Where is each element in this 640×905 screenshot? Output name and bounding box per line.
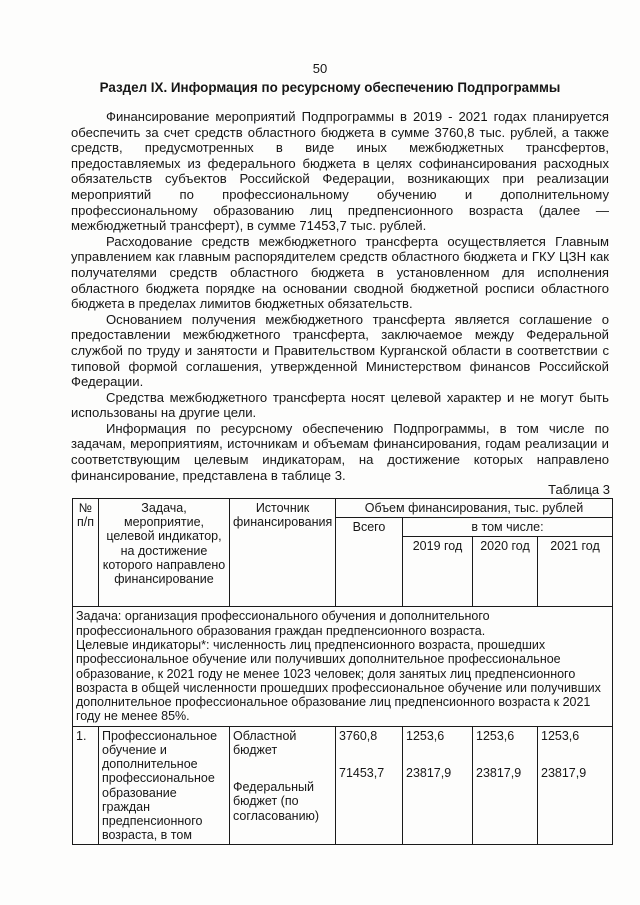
y2020-federal: 23817,9 — [476, 765, 522, 780]
indicators-text: Целевые индикаторы*: численность лиц предпенсионного возраста, прошедших профессиональное обучение или получивших дополнительное профессиональное образование, к 2021 году не менее 1023 человек; доля занятых лиц предпенсионного возраста в общей численности прошедших профессиональное обучение или получивших дополнительное профессиональное образование лиц предпенсионного возраста к 2021 году не менее 85%. — [76, 638, 601, 724]
body-text — [71, 109, 609, 483]
row-2019 — [403, 726, 473, 845]
header-num: № п/п — [73, 499, 99, 607]
row-num: 1. — [73, 726, 99, 845]
header-task: Задача, мероприятие, целевой индикатор, на достижение которого направлено финансирование — [99, 499, 230, 607]
table-row — [73, 726, 613, 845]
paragraph-financing: Финансирование мероприятий Подпрограммы в 2019 - 2021 годах планируется обеспечить за счет средств областного бюджета в сумме 3760,8 тыс. рублей, а также средств, предусмотренных в виде иных межбюджетных трансфертов, предоставляемых из федерального бюджета в целях софинансирования расходных обязательств субъектов Российской Федерации, возникающих при реализации мероприятий по профессиональному обучению и дополнительному профессиональному образованию лиц предпенсионного возраста (далее — межбюджетный трансферт), в сумме 71453,7 тыс. рублей. — [71, 109, 609, 234]
task-block — [73, 607, 613, 726]
table-label: Таблица 3 — [548, 482, 610, 497]
source-regional: Областной бюджет — [233, 728, 297, 757]
y2019-regional: 1253,6 — [406, 728, 445, 743]
header-year-2020: 2020 год — [473, 537, 538, 607]
y2020-regional: 1253,6 — [476, 728, 515, 743]
row-2021 — [538, 726, 613, 845]
header-including: в том числе: — [403, 518, 613, 537]
y2021-regional: 1253,6 — [541, 728, 580, 743]
task-text: Задача: организация профессионального обучения и дополнительного профессионального образования граждан предпенсионного возраста. — [76, 609, 490, 638]
header-year-2019: 2019 год — [403, 537, 473, 607]
page-number: 50 — [312, 61, 328, 76]
paragraph-table-info: Информация по ресурсному обеспечению Подпрограммы, в том числе по задачам, мероприятиям, источникам и объемам финансирования, годам реализации и соответствующим целевым индикаторам, на достижение которых направлено финансирование, представлена в таблице 3. — [71, 420, 609, 483]
header-year-2021: 2021 год — [538, 537, 613, 607]
paragraph-basis: Основанием получения межбюджетного трансферта является соглашение о предоставлении межбюджетного трансферта, заключаемое между Федеральной службой по труду и занятости и Правительством Курганской области в соответствии с типовой формой соглашения, утвержденной Министерством финансов Российской Федерации. — [71, 311, 609, 390]
source-federal: Федеральный бюджет (по согласованию) — [233, 780, 320, 823]
funding-table — [72, 498, 613, 845]
row-sources — [230, 726, 336, 845]
header-total: Всего — [336, 518, 403, 607]
header-volume: Объем финансирования, тыс. рублей — [336, 499, 613, 518]
header-source: Источник финансирования — [230, 499, 336, 607]
paragraph-spending: Расходование средств межбюджетного трансферта осуществляется Главным управлением как главным распорядителем средств областного бюджета и ГКУ ЦЗН как получателями средств областного бюджета в установленном для исполнения областного бюджета порядке на основании сводной бюджетной росписи областного бюджета в пределах лимитов бюджетных обязательств. — [71, 233, 609, 312]
section-heading: Раздел IX. Информация по ресурсному обеспечению Подпрограммы — [99, 80, 561, 95]
paragraph-purpose: Средства межбюджетного трансферта носят целевой характер и не могут быть использованы на другие цели. — [71, 389, 609, 421]
row-total — [336, 726, 403, 845]
row-2020 — [473, 726, 538, 845]
y2021-federal: 23817,9 — [541, 765, 587, 780]
y2019-federal: 23817,9 — [406, 765, 452, 780]
total-regional: 3760,8 — [339, 728, 378, 743]
row-activity: Профессиональное обучение и дополнительное профессиональное образование граждан предпенсионного возраста, в том — [99, 726, 230, 845]
total-federal: 71453,7 — [339, 765, 385, 780]
